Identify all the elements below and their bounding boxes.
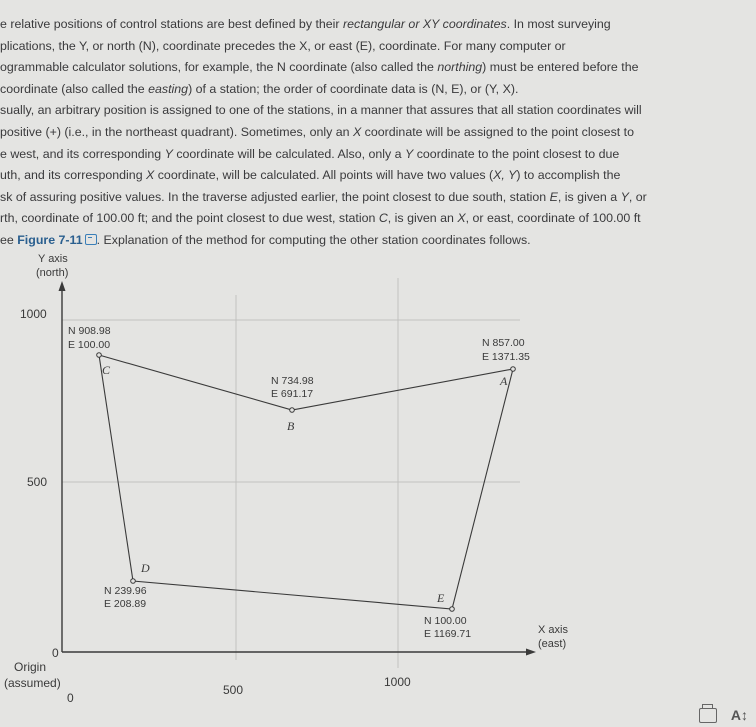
reader-toolbar [699, 707, 748, 723]
station-e-marker [450, 607, 455, 612]
text-line-3: ogrammable calculator solutions, for example, the N coordinate (also called the northing) must be entered before the [0, 60, 639, 75]
text-line-11: ee Figure 7-11 . Explanation of the method for computing the other station coordinates follows. [0, 232, 531, 247]
station-e-northing: N 100.00 [424, 615, 467, 627]
y-tick-1000: 1000 [20, 307, 47, 321]
y-axis-arrow [59, 281, 66, 291]
station-c-label: C [102, 363, 111, 377]
x-axis-label: X axis [538, 624, 568, 636]
station-a-northing: N 857.00 [482, 337, 525, 349]
y-tick-500: 500 [27, 475, 48, 489]
station-c-northing: N 908.98 [68, 325, 111, 337]
station-b-label: B [287, 419, 295, 433]
text-line-4: coordinate (also called the easting) of a station; the order of coordinate data is (N, E), or (Y, X). [0, 81, 519, 96]
text-line-5: sually, an arbitrary position is assigned to one of the stations, in a manner that assures that all station coordinates will [0, 103, 642, 118]
text-line-9: sk of assuring positive values. In the traverse adjusted earlier, the point closest to due south, station E, is given a Y, or [0, 189, 647, 204]
x-tick-0: 0 [67, 691, 74, 705]
x-axis-arrow [526, 649, 536, 656]
text-line-6: positive (+) (i.e., in the northeast quadrant). Sometimes, only an X coordinate will be assigned to the point closest to [0, 124, 634, 139]
station-a-marker [511, 367, 516, 372]
text-line-1: e relative positions of control stations are best defined by their rectangular or XY coordinates. In most surveying [0, 17, 611, 31]
station-c-easting: E 100.00 [68, 339, 111, 351]
text-line-7: e west, and its corresponding Y coordinate will be calculated. Also, only a Y coordinate to the point closest to due [0, 146, 620, 161]
x-tick-500: 500 [223, 683, 244, 697]
origin-sublabel: (assumed) [4, 676, 61, 690]
text-line-10: rth, coordinate of 100.00 ft; and the point closest to due west, station C, is given an X, or east, coordinate of 100.00 ft [0, 211, 641, 226]
y-tick-0: 0 [52, 646, 59, 660]
y-axis-sublabel: (north) [36, 267, 69, 279]
station-d-label: D [141, 561, 150, 575]
station-e-easting: E 1169.71 [424, 628, 472, 640]
origin-label: Origin [14, 660, 47, 674]
font-size-button[interactable]: A↕ [730, 707, 748, 723]
station-c-marker [97, 353, 102, 358]
station-d-northing: N 239.96 [104, 585, 147, 597]
station-d-marker [131, 579, 136, 584]
print-icon[interactable] [699, 708, 717, 723]
station-b-northing: N 734.98 [271, 375, 314, 387]
x-tick-1000: 1000 [384, 675, 411, 689]
station-b-marker [290, 408, 295, 413]
station-b-easting: E 691.17 [271, 388, 314, 400]
x-axis-sublabel: (east) [538, 638, 567, 650]
figure-link[interactable]: Figure 7-11 [17, 232, 83, 247]
station-e-label: E [437, 591, 445, 605]
station-a-easting: E 1371.35 [482, 351, 530, 363]
y-axis-label: Y axis [38, 253, 68, 265]
station-d-easting: E 208.89 [104, 598, 147, 610]
station-a-label: A [500, 374, 508, 388]
text-line-8: uth, and its corresponding X coordinate, will be calculated. All points will have two values (X, Y) to accomplish the [0, 168, 621, 183]
text-line-2: plications, the Y, or north (N), coordinate precedes the X, or east (E), coordinate. For many computer or [0, 38, 566, 53]
